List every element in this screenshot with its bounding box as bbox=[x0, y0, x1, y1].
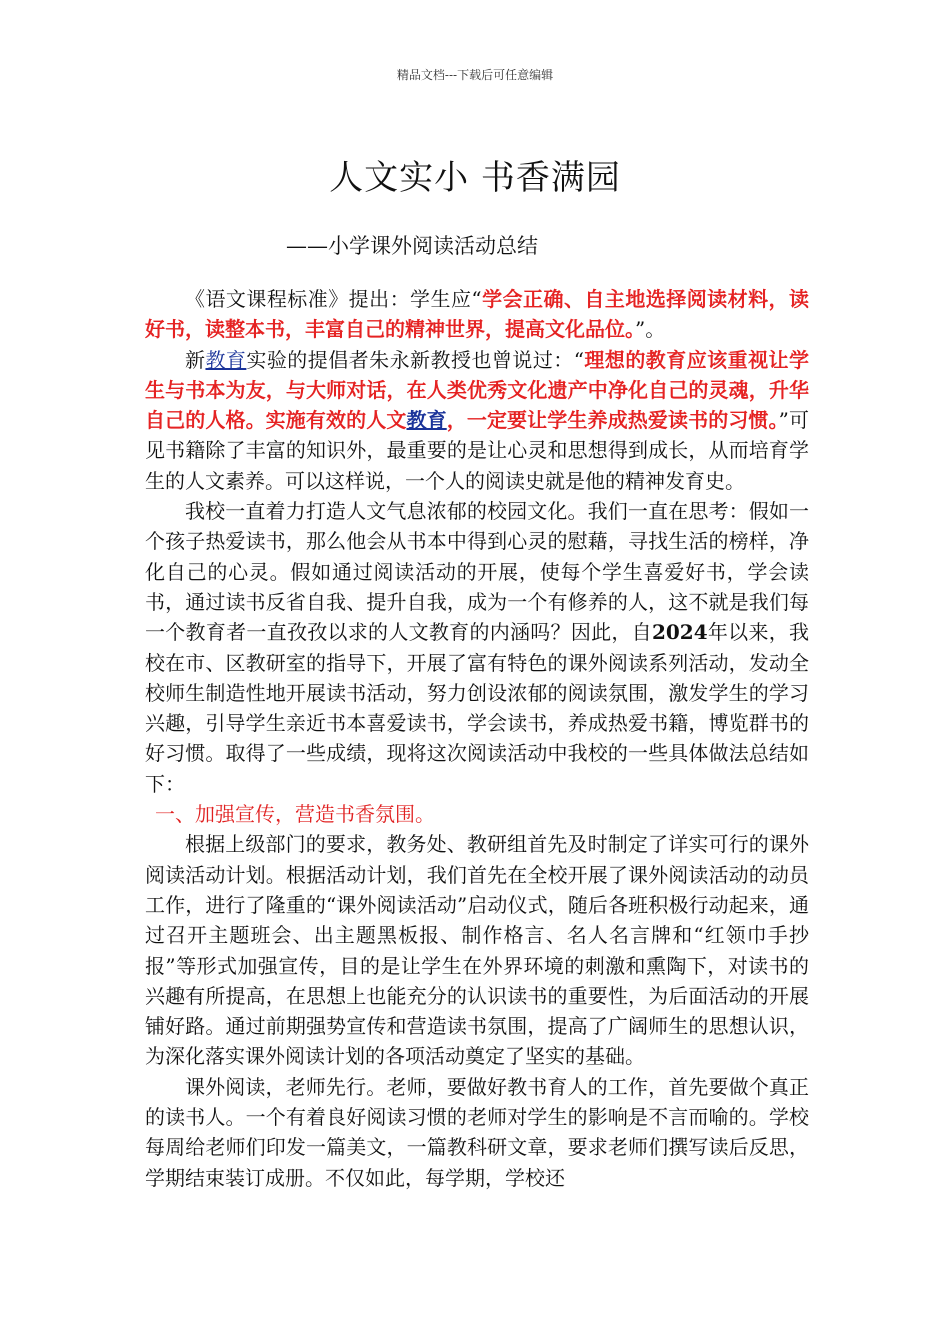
header-note: 精品文档---下载后可任意编辑 bbox=[396, 68, 554, 82]
paragraph-3 bbox=[145, 496, 809, 799]
education-link-1[interactable]: 教育 bbox=[205, 347, 247, 372]
paragraph-5: 课外阅读，老师先行。老师，要做好教书育人的工作，首先要做个真正的读书人。一个有着良好阅读习惯的老师对学生的影响是不言而喻的。学校每周给老师们印发一篇美文，一篇教科研文章，要求老师们撰写读后反思，学期结束装订成册。不仅如此，每学期，学校还 bbox=[145, 1074, 809, 1190]
p2-highlight-2: ，一定要让学生养成热爱读书的习惯。 bbox=[446, 408, 779, 433]
document-body bbox=[145, 284, 809, 1193]
document-title: 人文实小 书香满园 bbox=[329, 158, 621, 198]
p2-highlight-1: 理想的教育应该重视让学生与书本为友，与大师对话，在人类优秀文化遗产中净化自己的灵魂，升华自己的人格。实施有效的人文 bbox=[145, 347, 810, 433]
p3-text-a: 我校一直着力打造人文气息浓郁的校园文化。我们一直在思考：假如一个孩子热爱读书，那么他会从书本中得到心灵的慰藉，寻找生活的榜样，净化自己的心灵。假如通过阅读活动的开展，使每个学生喜爱好书，学会读书，通过读书反省自我、提升自我，成为一个有修养的人，这不就是我们每一个教育者一直孜孜以求的人文教育的内涵吗？因此，自 bbox=[145, 499, 809, 645]
paragraph-4: 根据上级部门的要求，教务处、教研组首先及时制定了详实可行的课外阅读活动计划。根据活动计划，我们首先在全校开展了课外阅读活动的动员工作，进行了隆重的“课外阅读活动”启动仪式，随后各班积极行动起来，通过召开主题班会、出主题黑板报、制作格言、名人名言牌和“红领巾手抄报”等形式加强宣传，目的是让学生在外界环境的刺激和熏陶下，对读书的兴趣有所提高，在思想上也能充分的认识读书的重要性，为后面活动的开展铺好路。通过前期强势宣传和营造读书氛围，提高了广阔师生的思想认识，为深化落实课外阅读计划的各项活动奠定了坚实的基础。 bbox=[145, 832, 809, 1069]
paragraph-2 bbox=[145, 345, 809, 496]
paragraph-1 bbox=[145, 284, 809, 345]
p2-text-b: 实验的提倡者朱永新教授也曾说过：“ bbox=[246, 347, 584, 372]
document-subtitle: ——小学课外阅读活动总结 bbox=[286, 234, 538, 258]
p1-highlight: 学会正确、自主地选择阅读材料，读好书，读整本书，丰富自己的精神世界，提高文化品位。 bbox=[145, 287, 809, 342]
p3-text-b: 年以来，我校在市、区教研室的指导下，开展了富有特色的课外阅读系列活动，发动全校师生制造性地开展读书活动，努力创设浓郁的阅读氛围，激发学生的学习兴趣，引导学生亲近书本喜爱读书，学会读书，养成热爱书籍，博览群书的好习惯。取得了一些成绩，现将这次阅读活动中我校的一些具体做法总结如下： bbox=[145, 620, 810, 796]
p2-text-a: 新 bbox=[185, 347, 206, 372]
education-link-2[interactable]: 教育 bbox=[406, 408, 447, 433]
p1-text-b: ”。 bbox=[635, 317, 666, 342]
p2-text-c: ”可见书籍除了丰富的知识外，最重要的是让心灵和思想得到成长，从而培育学生的人文素养。可以这样说，一个人的阅读史就是他的精神发育史。 bbox=[145, 408, 810, 493]
p1-text-a: 《语文课程标准》提出：学生应“ bbox=[185, 287, 482, 311]
section-heading-1: 一、加强宣传，营造书香氛围。 bbox=[155, 802, 435, 827]
p3-year: 2024 bbox=[651, 620, 708, 645]
